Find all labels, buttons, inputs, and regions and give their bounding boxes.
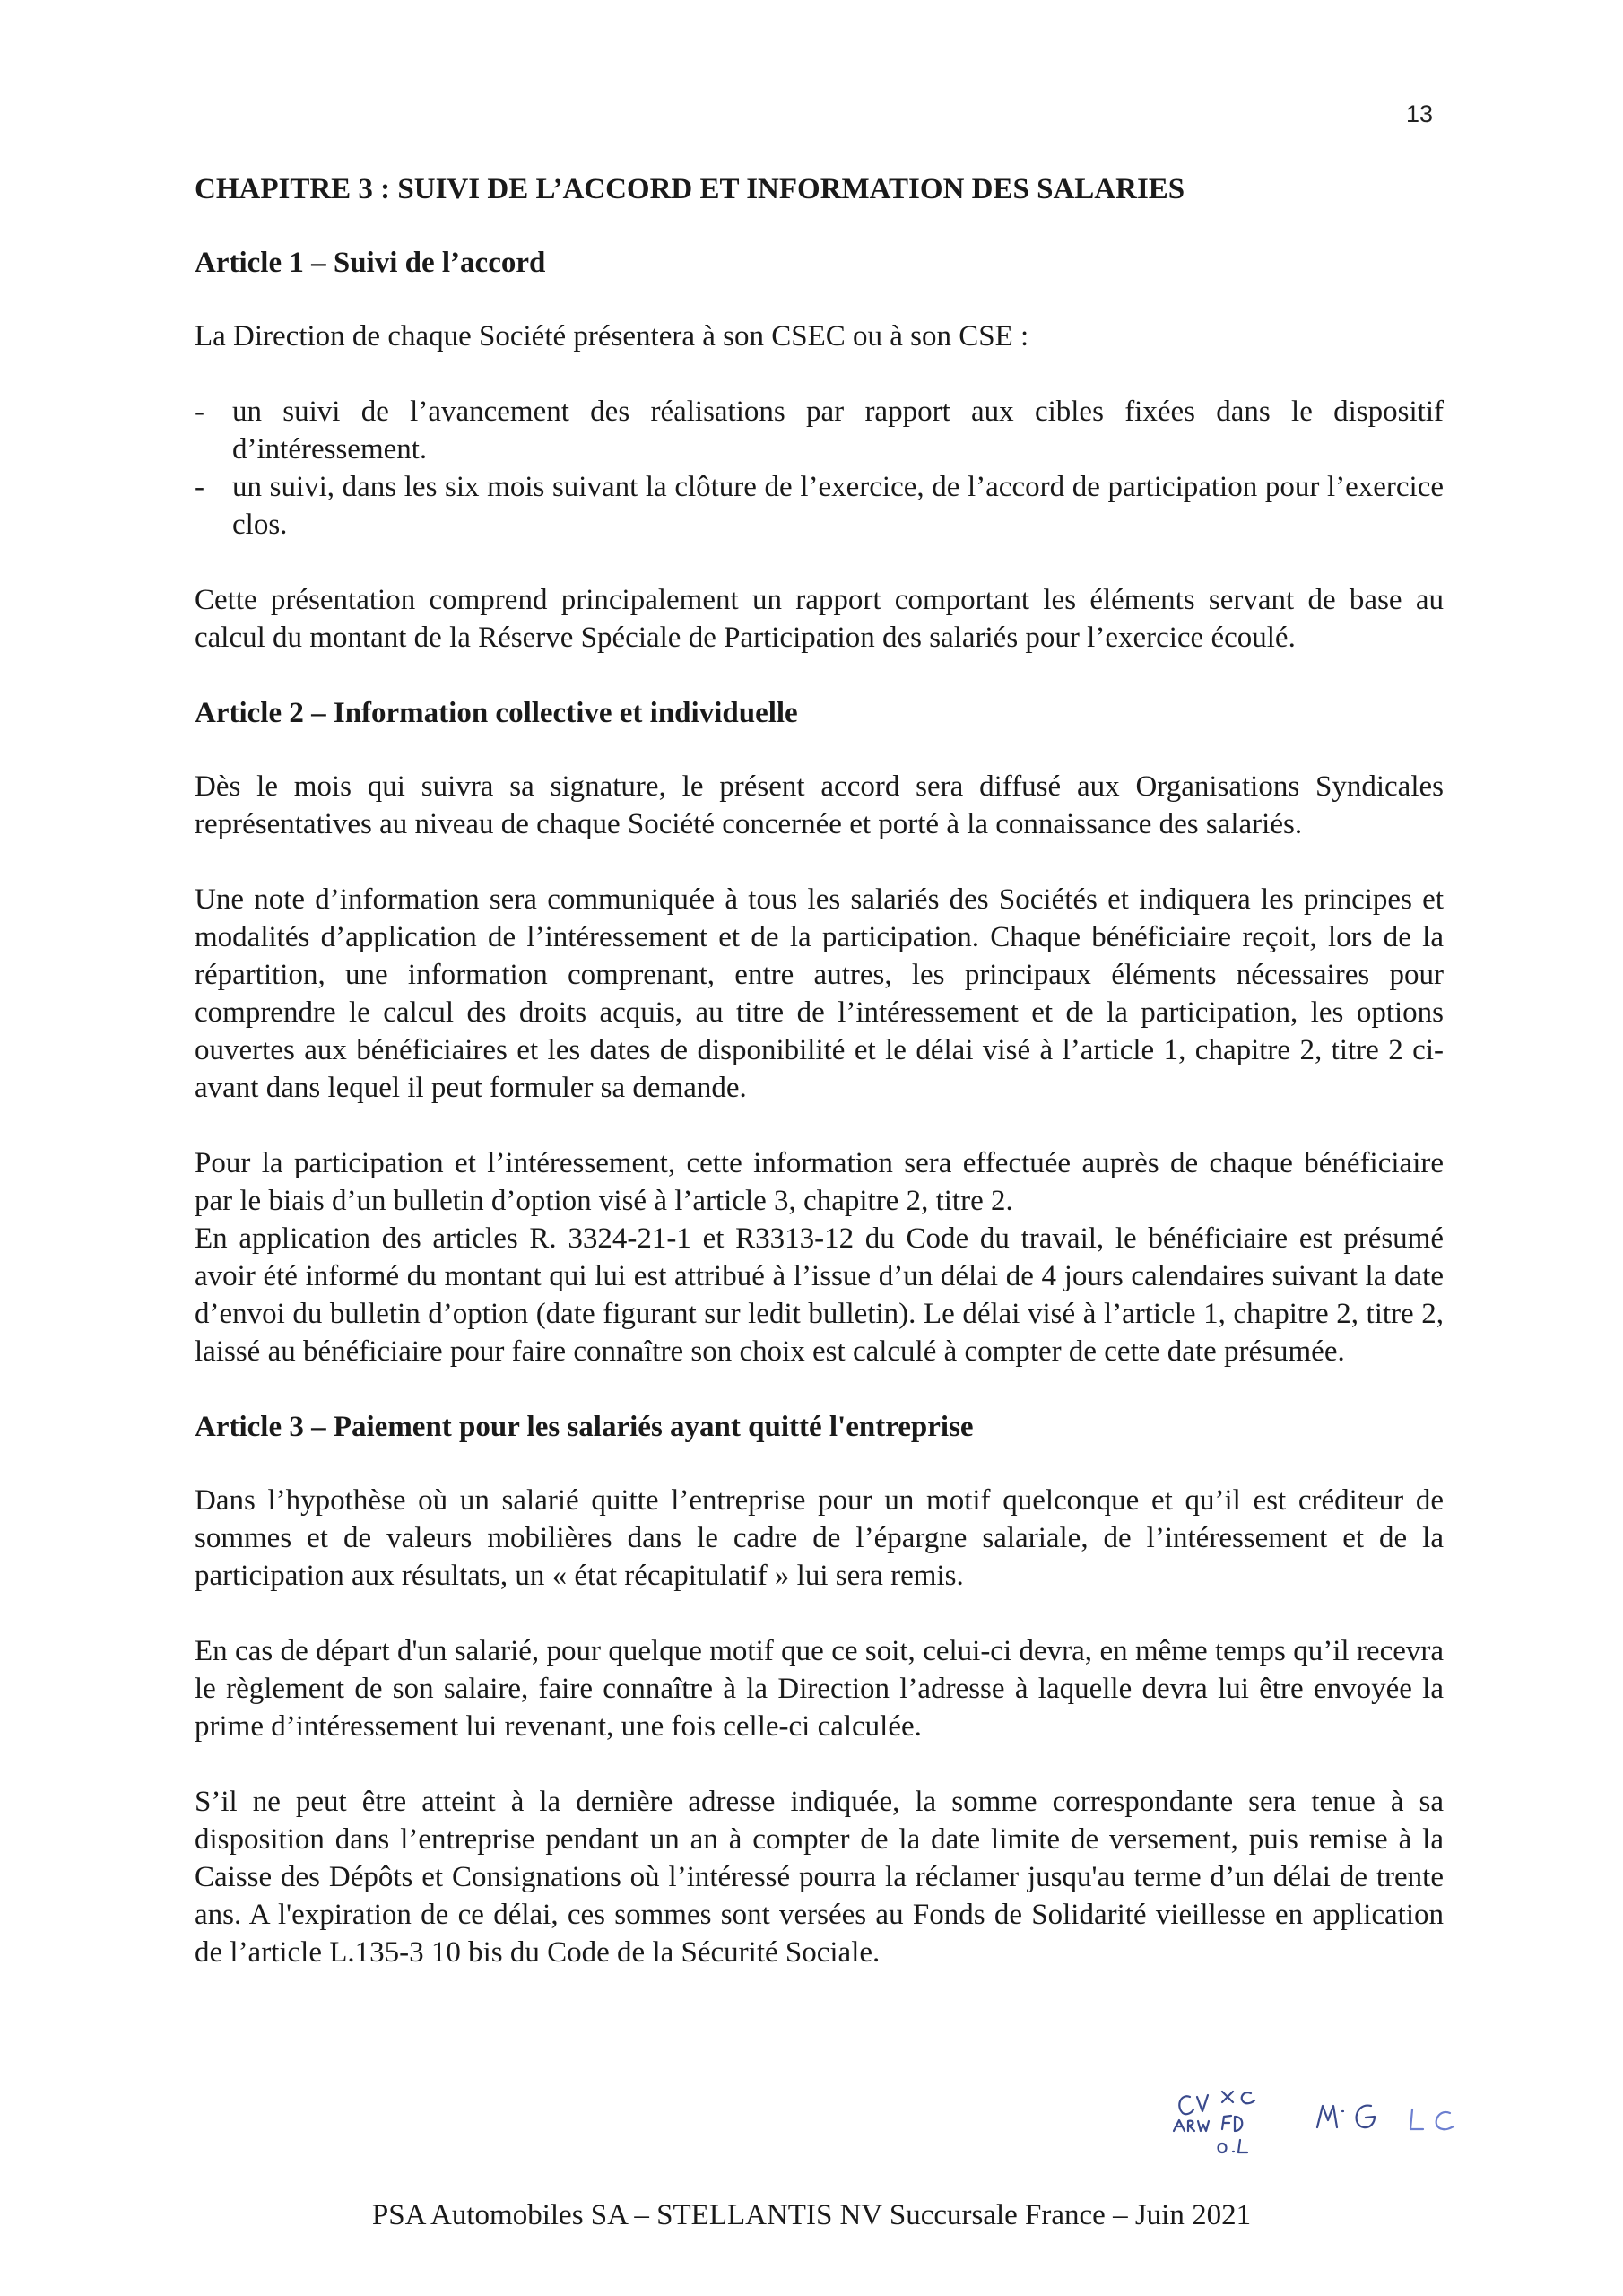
initials-arw — [1174, 2120, 1209, 2131]
article-2-paragraph-4: En application des articles R. 3324-21-1 et R3313-12 du Code du travail, le bénéficiaire est présumé avoir été informé du montant qui lui est attribué à l’issue d’un délai de 4 jours calendaires suivant la date d’envoi du bulletin d’option (date figurant sur ledit bulletin). Le délai visé à l’article 1, chapitre 2, titre 2, laissé au bénéficiaire pour faire connaître son choix est calculé à compter de cette date présumée. — [195, 1222, 1444, 1368]
initials-fd — [1222, 2116, 1242, 2131]
handwritten-initials — [1170, 2090, 1484, 2188]
list-item: - un suivi, dans les six mois suivant la clôture de l’exercice, de l’accord de participation pour l’exercice clos. — [195, 468, 1444, 544]
document-body — [195, 170, 1444, 2009]
article-3-paragraph-3: S’il ne peut être atteint à la dernière adresse indiquée, la somme correspondante sera tenue à sa disposition dans l’entreprise pendant un an à compter de la date limite de versement, puis remise à la Caisse des Dépôts et Consignations où l’intéressé pourra la réclamer jusqu'au terme d’un délai de trente ans. A l'expiration de ce délai, ces sommes sont versées au Fonds de Solidarité vieillesse en application de l’article L.135-3 10 bis du Code de la Sécurité Sociale. — [195, 1786, 1444, 1969]
article-3-title: Article 3 – Paiement pour les salariés ayant quitté l'entreprise — [195, 1411, 974, 1443]
initials-mg — [1317, 2106, 1375, 2128]
article-2-title: Article 2 – Information collective et individuelle — [195, 697, 798, 729]
list-item: - un suivi de l’avancement des réalisations par rapport aux cibles fixées dans le dispositif d’intéressement. — [195, 393, 1444, 468]
initials-cv — [1179, 2095, 1208, 2114]
article-2-paragraph-1: Dès le mois qui suivra sa signature, le présent accord sera diffusé aux Organisations Syndicales représentatives au niveau de chaque Société concernée et porté à la connaissance des salariés. — [195, 770, 1444, 840]
initials-lc — [1410, 2109, 1454, 2129]
page-number: 13 — [1405, 100, 1433, 127]
page-footer: PSA Automobiles SA – STELLANTIS NV Succursale France – Juin 2021 — [371, 2199, 1252, 2231]
article-2-paragraph-2: Une note d’information sera communiquée à tous les salariés des Sociétés et indiquera les principes et modalités d’application de l’intéressement et de la participation. Chaque bénéficiaire reçoit, lors de la répartition, une information comprenant, entre autres, les principaux éléments nécessaires pour comprendre le calcul des droits acquis, au titre de l’intéressement et de la participation, les options ouvertes aux bénéficiaires et les dates de disponibilité et le délai visé à l’article 1, chapitre 2, titre 2 ci-avant dans lequel il peut formuler sa demande. — [195, 883, 1444, 1104]
article-3-paragraph-2: En cas de départ d'un salarié, pour quelque motif que ce soit, celui-ci devra, en même temps qu’il recevra le règlement de son salaire, faire connaître à la Direction l’adresse à laquelle devra lui être envoyée la prime d’intéressement lui revenant, une fois celle-ci calculée. — [195, 1635, 1444, 1743]
initials-ol — [1219, 2140, 1248, 2152]
article-1-title: Article 1 – Suivi de l’accord — [195, 247, 546, 279]
article-1-intro: La Direction de chaque Société présentera à son CSEC ou à son CSE : — [195, 320, 1029, 352]
article-1-paragraph: Cette présentation comprend principalement un rapport comportant les éléments servant de base au calcul du montant de la Réserve Spéciale de Participation des salariés pour l’exercice écoulé. — [195, 584, 1444, 654]
article-1-list — [195, 393, 1444, 544]
chapter-title: CHAPITRE 3 : SUIVI DE L’ACCORD ET INFORMATION DES SALARIES — [195, 173, 1185, 205]
article-3-paragraph-1: Dans l’hypothèse où un salarié quitte l’entreprise pour un motif quelconque et qu’il est créditeur de sommes et de valeurs mobilières dans le cadre de l’épargne salariale, de l’intéressement et de la participation aux résultats, un « état récapitulatif » lui sera remis. — [195, 1484, 1444, 1592]
initials-xc — [1222, 2092, 1254, 2103]
article-2-paragraph-3: Pour la participation et l’intéressement, cette information sera effectuée auprès de chaque bénéficiaire par le biais d’un bulletin d’option visé à l’article 3, chapitre 2, titre 2. — [195, 1147, 1444, 1217]
